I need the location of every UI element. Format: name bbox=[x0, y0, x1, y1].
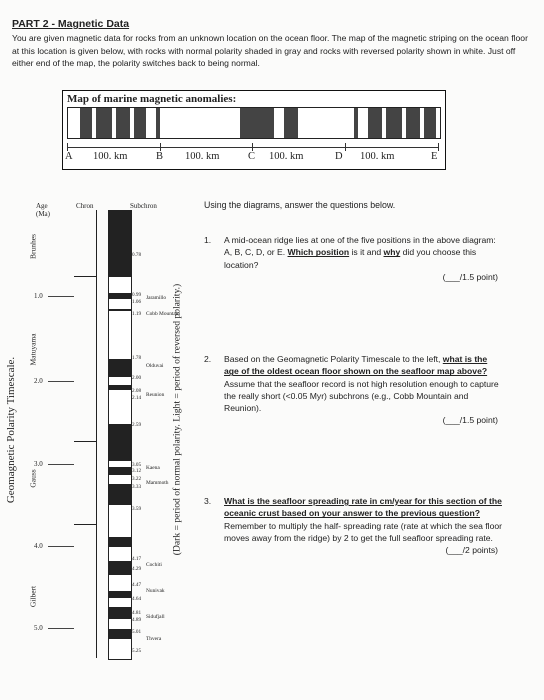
normal-stripe bbox=[424, 108, 436, 138]
question-3 bbox=[204, 495, 504, 556]
subchron-age: 1.19 bbox=[132, 311, 142, 317]
timescale-title: Geomagnetic Polarity Timescale. bbox=[5, 356, 17, 504]
subchron-age: 0.99 bbox=[132, 292, 142, 298]
age-label: 1.0 bbox=[34, 292, 43, 300]
normal-band bbox=[109, 607, 131, 619]
scale-tick bbox=[67, 143, 68, 151]
intro-paragraph: You are given magnetic data for rocks from an unknown location on the ocean floor. The map of the magnetic striping on the ocean floor at this location is given below, with rocks with normal polarity shaded in gray and rocks with reversed polarity shown in white. Just off either end of the map, the polarity switches back to being normal. bbox=[12, 33, 528, 68]
normal-stripe bbox=[284, 108, 298, 138]
normal-band bbox=[109, 591, 131, 598]
chron-gilbert: Gilbert bbox=[28, 585, 38, 608]
subchron-nunivak: Nunivak bbox=[146, 588, 165, 594]
chron-header: Chron bbox=[76, 202, 94, 210]
position-e: E bbox=[431, 151, 438, 162]
polarity-timescale bbox=[22, 196, 192, 658]
normal-stripe bbox=[80, 108, 92, 138]
normal-stripe bbox=[156, 108, 160, 138]
subchron-age: 3.12 bbox=[132, 468, 142, 474]
age-tick bbox=[48, 464, 74, 465]
subchron-reunion: Reunion bbox=[146, 392, 165, 398]
subchron-age: 2.00 bbox=[132, 375, 142, 381]
subchron-thvera: Thvera bbox=[146, 636, 162, 642]
distance-label: 100. km bbox=[269, 151, 304, 162]
age-label: 5.0 bbox=[34, 624, 43, 632]
question-text: A mid-ocean ridge lies at one of the five positions in the above diagram: A, B, C, D, or E. bbox=[224, 235, 496, 258]
subchron-age: 5.25 bbox=[132, 648, 142, 654]
scale-tick bbox=[345, 143, 346, 151]
scale-tick bbox=[160, 143, 161, 151]
distance-scale-line bbox=[67, 147, 439, 148]
question-text: Remember to multiply the half- spreading rate (rate at which the sea floor moves away from the ridge) by 2 to get the full seafloor spreading rate. bbox=[224, 520, 502, 543]
subchron-age: 3.59 bbox=[132, 506, 142, 512]
distance-label: 100. km bbox=[93, 151, 128, 162]
subchron-cobb-mountain: Cobb Mountain bbox=[146, 311, 180, 317]
chron-boundary bbox=[74, 524, 96, 525]
subchron-kaena: Kaena bbox=[146, 465, 160, 471]
subchron-age: 1.78 bbox=[132, 355, 142, 361]
distance-label: 100. km bbox=[185, 151, 220, 162]
normal-band bbox=[109, 467, 131, 475]
map-title: Map of marine magnetic anomalies: bbox=[67, 93, 237, 105]
chron-brunhes: Brunhes bbox=[28, 234, 38, 259]
question-number: 2. bbox=[204, 354, 212, 364]
normal-band bbox=[109, 385, 131, 390]
question-text: Assume that the seafloor record is not high resolution enough to capture the really short (<0.05 Myr) subchrons (e.g., Cobb Mountain and Reunion). bbox=[224, 378, 499, 414]
position-c: C bbox=[248, 151, 256, 162]
subchron-age: 2.59 bbox=[132, 422, 142, 428]
age-tick bbox=[48, 628, 74, 629]
subchron-age: 3.33 bbox=[132, 484, 142, 490]
age-header: Age (Ma) bbox=[36, 202, 50, 218]
scale-tick bbox=[252, 143, 253, 151]
question-emphasis: Which position bbox=[287, 247, 350, 258]
subchron-age: 0.78 bbox=[132, 252, 142, 258]
points-blank[interactable]: (___/2 points) bbox=[445, 545, 498, 556]
subchron-cochiti: Cochiti bbox=[146, 562, 162, 568]
age-tick bbox=[48, 546, 74, 547]
normal-band bbox=[109, 537, 131, 547]
subchron-age: 2.14 bbox=[132, 395, 142, 401]
question-text: is it and bbox=[351, 247, 382, 258]
chron-matuyama: Matuyama bbox=[28, 333, 38, 366]
subchron-age: 4.17 bbox=[132, 556, 142, 562]
normal-stripe bbox=[368, 108, 382, 138]
normal-stripe bbox=[116, 108, 130, 138]
age-tick bbox=[48, 296, 74, 297]
question-text: did you choose this location? bbox=[224, 247, 477, 270]
magnetic-stripes bbox=[67, 107, 441, 139]
question-text: Based on the Geomagnetic Polarity Timescale to the left, bbox=[224, 354, 441, 364]
subchron-age: 4.47 bbox=[132, 582, 142, 588]
age-label: 3.0 bbox=[34, 460, 43, 468]
age-tick bbox=[48, 381, 74, 382]
normal-band bbox=[109, 561, 131, 575]
subchron-header: Subchron bbox=[130, 202, 157, 210]
position-b: B bbox=[156, 151, 164, 162]
question-number: 3. bbox=[204, 496, 212, 506]
questions-intro: Using the diagrams, answer the questions below. bbox=[204, 200, 396, 210]
normal-band bbox=[109, 293, 131, 299]
subchron-age: 4.89 bbox=[132, 617, 142, 623]
normal-band bbox=[109, 211, 131, 277]
subchron-age: 4.29 bbox=[132, 566, 142, 572]
normal-stripe bbox=[134, 108, 146, 138]
subchron-jaramillo: Jaramillo bbox=[146, 295, 167, 301]
chron-gauss: Gauss bbox=[28, 469, 38, 488]
chron-column bbox=[74, 210, 97, 658]
subchron-age: 5.01 bbox=[132, 629, 142, 635]
question-number: 1. bbox=[204, 235, 212, 245]
subchron-mammoth: Mammoth bbox=[146, 480, 169, 486]
normal-stripe bbox=[406, 108, 420, 138]
normal-band bbox=[109, 359, 131, 377]
points-blank[interactable]: (___/1.5 point) bbox=[442, 415, 498, 426]
age-label: 4.0 bbox=[34, 542, 43, 550]
question-emphasis: what is the age of the oldest ocean floor shown on the seafloor map above? bbox=[224, 354, 488, 377]
part-title: PART 2 - Magnetic Data bbox=[12, 18, 130, 30]
subchron-age: 4.64 bbox=[132, 596, 142, 602]
subchron-sidufjall: Sidufjall bbox=[146, 614, 165, 620]
question-1 bbox=[204, 234, 504, 283]
age-label: 2.0 bbox=[34, 377, 43, 385]
normal-band bbox=[109, 629, 131, 639]
chron-boundary bbox=[74, 276, 96, 277]
question-2 bbox=[204, 353, 504, 427]
distance-label: 100. km bbox=[360, 151, 395, 162]
subchron-age: 1.06 bbox=[132, 299, 142, 305]
question-emphasis: What is the seafloor spreading rate in cm/year for this section of the oceanic crust based on your answer to the previous question? bbox=[224, 496, 502, 519]
polarity-caption: (Dark = period of normal polarity. Light = period of reversed polarity.) bbox=[171, 283, 183, 556]
points-blank[interactable]: (___/1.5 point) bbox=[442, 271, 498, 282]
subchron-olduvai: Olduvai bbox=[146, 363, 164, 369]
scale-tick bbox=[438, 143, 439, 151]
normal-stripe bbox=[240, 108, 274, 138]
subchron-age: 3.22 bbox=[132, 476, 142, 482]
subchron-age: 3.05 bbox=[132, 462, 142, 468]
position-d: D bbox=[335, 151, 343, 162]
question-emphasis: why bbox=[383, 247, 401, 258]
normal-stripe bbox=[96, 108, 112, 138]
normal-stripe bbox=[386, 108, 402, 138]
normal-band bbox=[109, 309, 131, 311]
subchron-age: 4.81 bbox=[132, 610, 142, 616]
normal-band bbox=[109, 484, 131, 505]
chron-boundary bbox=[74, 441, 96, 442]
subchron-age: 2.08 bbox=[132, 388, 142, 394]
anomaly-map bbox=[62, 90, 446, 170]
normal-stripe bbox=[354, 108, 358, 138]
polarity-column bbox=[108, 210, 132, 660]
normal-band bbox=[109, 424, 131, 461]
position-a: A bbox=[65, 151, 73, 162]
